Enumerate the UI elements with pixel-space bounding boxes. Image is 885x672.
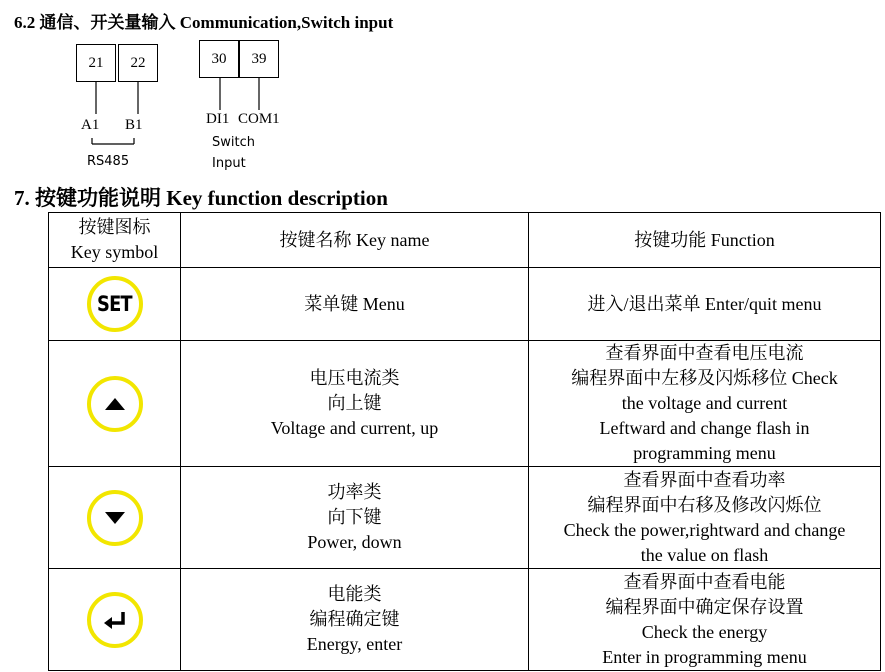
set-key-icon <box>87 276 143 332</box>
key-function-cell <box>529 569 881 671</box>
key-function-cell <box>529 341 881 467</box>
key-name-line: 功率类 <box>327 482 382 502</box>
function-line: Leftward and change flash in <box>599 418 810 438</box>
section-6-2-heading: 6.2 通信、开关量输入 Communication,Switch input <box>14 13 394 32</box>
header-key-symbol <box>49 213 181 268</box>
section-7-heading: 7. 按键功能说明 Key function description <box>14 186 388 210</box>
function-line: Check the power,rightward and change <box>563 519 846 540</box>
key-function-cell <box>529 268 881 341</box>
up-triangle-icon <box>104 397 126 411</box>
function-line: the voltage and current <box>621 393 788 413</box>
rs485-label: RS485 <box>87 154 130 169</box>
table-row <box>49 268 881 341</box>
key-symbol-cell <box>49 467 181 569</box>
terminal-30: 30 <box>199 40 239 78</box>
key-symbol-cell <box>49 268 181 341</box>
key-function-cell <box>529 467 881 569</box>
key-symbol-cell <box>49 569 181 671</box>
terminal-22: 22 <box>118 44 158 82</box>
function-line: 编程界面中确定保存设置 <box>605 596 804 617</box>
function-line: 编程界面中左移及闪烁移位 Check <box>571 368 838 388</box>
switch-di1-label: DI1 <box>206 111 230 127</box>
function-line: 进入/退出菜单 Enter/quit menu <box>587 293 822 314</box>
terminal-21: 21 <box>76 44 116 82</box>
key-name-line: 向下键 <box>327 507 382 527</box>
key-symbol-cell <box>49 341 181 467</box>
down-triangle-icon <box>104 511 126 525</box>
rs485-wiring-lines <box>70 80 170 150</box>
header-symbol-cn: 按键图标 <box>78 217 151 237</box>
key-name-line: Voltage and current, up <box>270 418 439 438</box>
table-row <box>49 467 881 569</box>
function-line: programming menu <box>633 443 776 463</box>
rs485-b1-label: B1 <box>125 117 143 133</box>
table-row <box>49 341 881 467</box>
switch-wiring-lines <box>200 76 290 116</box>
enter-arrow-icon <box>102 610 128 630</box>
function-line: 查看界面中查看功率 <box>623 469 786 490</box>
input-label: Input <box>212 156 246 171</box>
set-key-text: SET <box>97 291 132 316</box>
switch-com1-label: COM1 <box>238 111 280 127</box>
key-name-cell <box>181 467 529 569</box>
function-line: the value on flash <box>640 544 769 565</box>
key-name-line: 向上键 <box>327 393 382 413</box>
key-name-line: 电压电流类 <box>309 368 400 388</box>
key-name-line: 菜单键 Menu <box>304 293 405 314</box>
terminal-39: 39 <box>239 40 279 78</box>
key-name-line: Power, down <box>307 532 402 552</box>
switch-label: Switch <box>212 135 255 150</box>
key-name-line: 编程确定键 <box>309 609 400 629</box>
header-symbol-en: Key symbol <box>70 242 159 262</box>
table-header-row <box>49 213 881 268</box>
function-line: 查看界面中查看电压电流 <box>605 343 804 363</box>
table-row <box>49 569 881 671</box>
function-line: Check the energy <box>641 621 768 642</box>
key-name-line: 电能类 <box>327 584 382 604</box>
enter-key-icon <box>87 592 143 648</box>
key-name-line: Energy, enter <box>306 634 403 654</box>
key-name-cell <box>181 268 529 341</box>
function-line: 查看界面中查看电能 <box>623 571 786 592</box>
down-arrow-key-icon <box>87 490 143 546</box>
header-key-name: 按键名称 Key name <box>181 213 529 268</box>
function-line: 编程界面中右移及修改闪烁位 <box>587 494 822 515</box>
up-arrow-key-icon <box>87 376 143 432</box>
key-name-cell <box>181 341 529 467</box>
rs485-a1-label: A1 <box>81 117 100 133</box>
key-name-cell <box>181 569 529 671</box>
key-function-table <box>48 212 881 671</box>
function-line: Enter in programming menu <box>602 646 807 667</box>
header-function: 按键功能 Function <box>529 213 881 268</box>
